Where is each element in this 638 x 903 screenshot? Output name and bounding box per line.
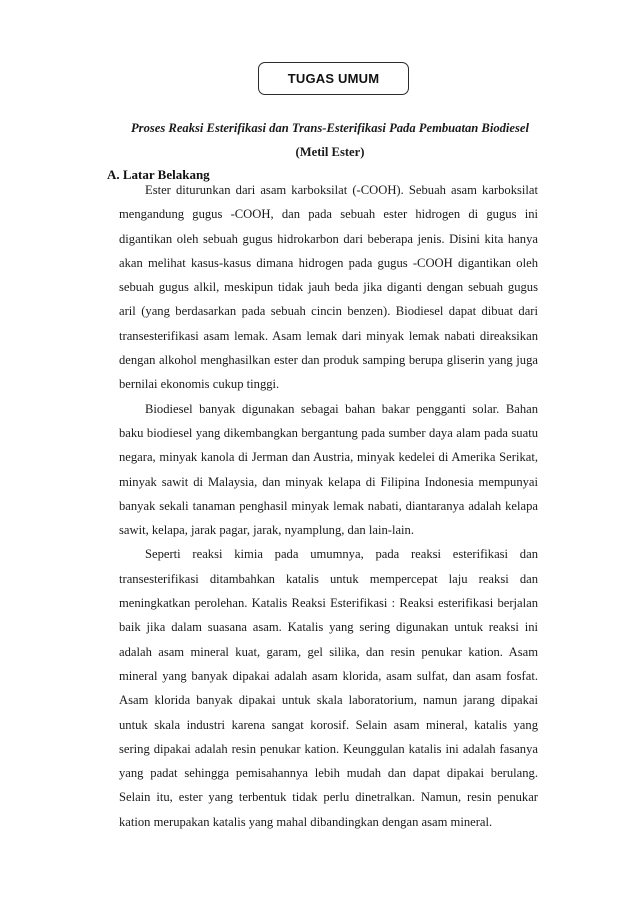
- paragraph-katalis: Seperti reaksi kimia pada umumnya, pada reaksi esterifikasi dan transesterifikasi ditambahkan katalis untuk mempercepat laju reaksi dan meningkatkan perolehan. Katalis Reaksi Esterifikasi : Reaksi esterifikasi berjalan baik jika dalam suasana asam. Katalis yang sering digunakan untuk reaksi ini adalah asam mineral kuat, garam, gel silika, dan resin penukar kation. Asam mineral yang banyak dipakai adalah asam klorida, asam sulfat, dan asam fosfat. Asam klorida banyak dipakai untuk skala laboratorium, namun jarang dipakai untuk skala industri karena sangat korosif. Selain asam mineral, katalis yang sering dipakai adalah resin penukar kation. Keunggulan katalis ini adalah fasanya yang padat sehingga pemisahannya lebih mudah dan dapat dipakai berulang. Selain itu, ester yang terbentuk tidak perlu dinetralkan. Namun, resin penukar kation merupakan katalis yang mahal dibandingkan dengan asam mineral.: [119, 547, 538, 829]
- tugas-umum-badge: TUGAS UMUM: [258, 62, 409, 95]
- document-title: Proses Reaksi Esterifikasi dan Trans-Esterifikasi Pada Pembuatan Biodiesel: [130, 121, 529, 135]
- paragraph-biodiesel: Biodiesel banyak digunakan sebagai bahan bakar pengganti solar. Bahan baku biodiesel yang dikembangkan bergantung pada sumber daya alam pada suatu negara, minyak kanola di Jerman dan Austria, minyak kedelei di Amerika Serikat, minyak sawit di Malaysia, dan minyak kelapa di Filipina Indonesia mempunyai banyak sekali tanaman penghasil minyak lemak nabati, diantaranya adalah kelapa sawit, kelapa, jarak pagar, jarak, nyamplung, dan lain-lain.: [119, 401, 538, 538]
- document-subtitle: (Metil Ester): [295, 145, 365, 159]
- section-body: [119, 178, 538, 834]
- paragraph-ester: Ester diturunkan dari asam karboksilat (-COOH). Sebuah asam karboksilat mengandung gugus -COOH, dan pada sebuah ester hidrogen di gugus ini digantikan oleh sebuah gugus hidrokarbon dari beberapa jenis. Disini kita hanya akan melihat kasus-kasus dimana hidrogen pada gugus -COOH digantikan oleh sebuah gugus alkil, meskipun tidak jauh beda jika diganti dengan sebuah gugus aril (yang berdasarkan pada sebuah cincin benzen). Biodiesel dapat dibuat dari transesterifikasi asam lemak. Asam lemak dari minyak lemak nabati direaksikan dengan alkohol menghasilkan ester dan produk samping berupa gliserin yang juga bernilai ekonomis cukup tinggi.: [119, 183, 538, 392]
- section-heading: A. Latar Belakang: [107, 167, 210, 182]
